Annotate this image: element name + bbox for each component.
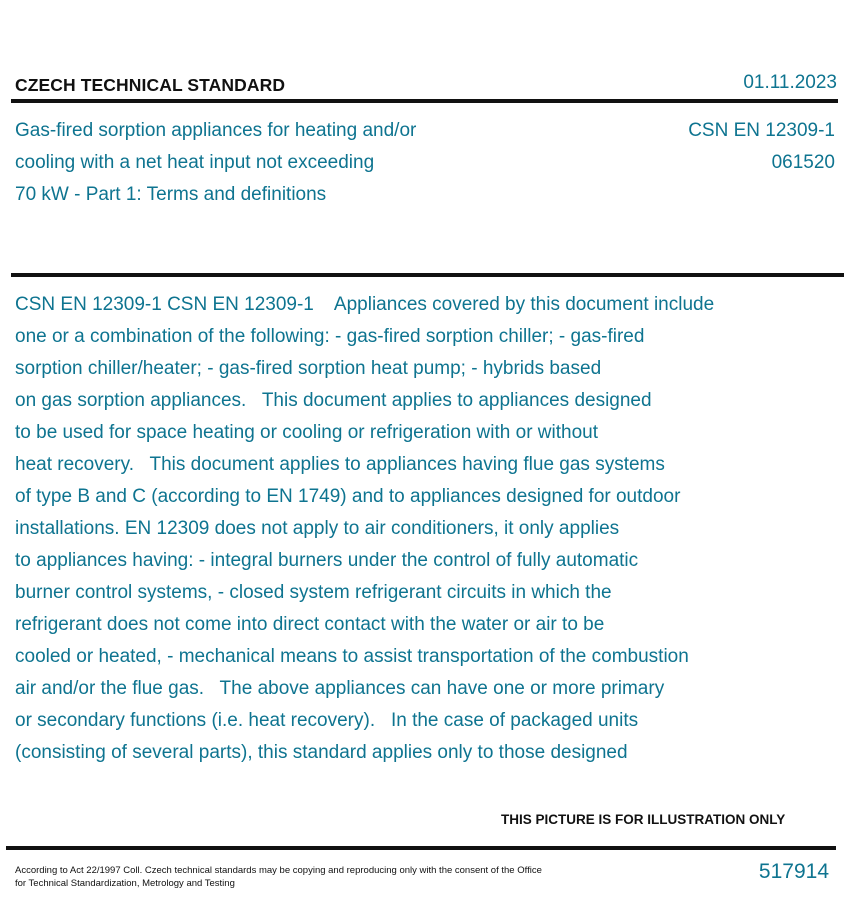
copyright-line: for Technical Standardization, Metrology and Testing: [15, 878, 235, 889]
document-id: 517914: [758, 860, 829, 883]
body-line: burner control systems, - closed system refrigerant circuits in which the: [15, 582, 612, 603]
copyright-line: According to Act 22/1997 Coll. Czech technical standards may be copying and reproducing only with the consent of the Office: [15, 865, 542, 876]
body-line: to be used for space heating or cooling or refrigeration with or without: [15, 422, 598, 443]
header-divider: [11, 99, 838, 103]
standard-codes: [688, 115, 835, 179]
section-divider: [11, 273, 844, 277]
body-line: refrigerant does not come into direct contact with the water or air to be: [15, 614, 605, 635]
copyright-note: [15, 864, 595, 890]
classification-code: 061520: [771, 152, 835, 173]
body-line: heat recovery. This document applies to appliances having flue gas systems: [15, 454, 665, 475]
body-line: of type B and C (according to EN 1749) and to appliances designed for outdoor: [15, 486, 681, 507]
body-line: CSN EN 12309-1 CSN EN 12309-1 Appliances covered by this document include: [15, 294, 715, 315]
body-line: installations. EN 12309 does not apply to air conditioners, it only applies: [15, 518, 620, 539]
body-line: (consisting of several parts), this standard applies only to those designed: [15, 742, 628, 763]
body-line: air and/or the flue gas. The above appliances can have one or more primary: [15, 678, 665, 699]
title-line: 70 kW - Part 1: Terms and definitions: [15, 184, 327, 205]
standard-title: [15, 115, 535, 211]
body-line: to appliances having: - integral burners under the control of fully automatic: [15, 550, 639, 571]
title-line: Gas-fired sorption appliances for heating and/or: [15, 120, 417, 141]
body-line: one or a combination of the following: - gas-fired sorption chiller; - gas-fired: [15, 326, 645, 347]
illustration-disclaimer: THIS PICTURE IS FOR ILLUSTRATION ONLY: [501, 812, 786, 827]
title-line: cooling with a net heat input not exceeding: [15, 152, 375, 173]
body-line: sorption chiller/heater; - gas-fired sorption heat pump; - hybrids based: [15, 358, 602, 379]
body-line: on gas sorption appliances. This document applies to appliances designed: [15, 390, 652, 411]
footer-divider: [6, 846, 836, 850]
scope-text: [15, 289, 845, 769]
standard-number: CSN EN 12309-1: [688, 120, 835, 141]
body-line: cooled or heated, - mechanical means to assist transportation of the combustion: [15, 646, 689, 667]
document-type-label: CZECH TECHNICAL STANDARD: [15, 75, 286, 95]
publication-date: 01.11.2023: [743, 72, 837, 93]
body-line: or secondary functions (i.e. heat recovery). In the case of packaged units: [15, 710, 639, 731]
